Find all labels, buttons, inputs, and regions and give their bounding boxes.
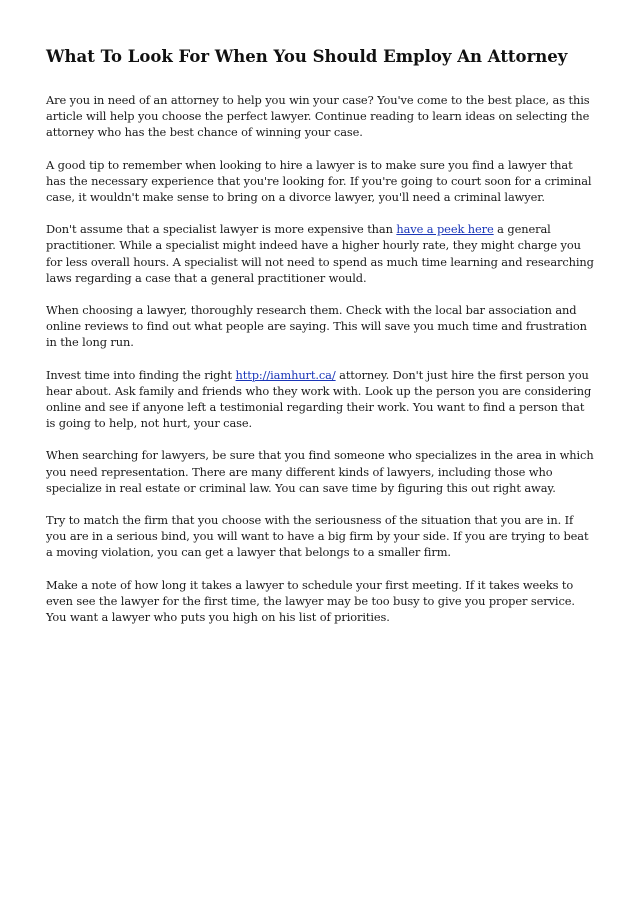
paragraph-text-before-link: Invest time into finding the right xyxy=(46,367,236,382)
paragraph-intro: Are you in need of an attorney to help you win your case? You've come to the best place, as this article will help you choose the perfect lawyer. Continue reading to learn ideas on selecting the attorney who has the best chance of winning your case. xyxy=(46,93,590,140)
paragraph-firm-size: Try to match the firm that you choose with the seriousness of the situation that you are in. If you are in a serious bind, you will want to have a big firm by your side. If you are trying to beat a moving violation, you can get a lawyer that belongs to a smaller firm. xyxy=(46,513,589,560)
document-page xyxy=(46,46,594,641)
paragraph-text-after-link: a general practitioner. While a specialist might indeed have a higher hourly rate, they might charge you for less overall hours. A specialist will not need to spend as much time learning and researching laws regarding a case that a general practitioner would. xyxy=(46,222,594,285)
document-title: What To Look For When You Should Employ An Attorney xyxy=(46,47,568,66)
iamhurt-link[interactable]: http://iamhurt.ca/ xyxy=(235,367,336,382)
paragraph-invest-time xyxy=(46,367,594,432)
paragraph-research-lawyer: When choosing a lawyer, thoroughly research them. Check with the local bar association and online reviews to find out what people are saying. This will save you much time and frustration in the long run. xyxy=(46,303,587,350)
paragraph-text-before-link: Don't assume that a specialist lawyer is more expensive than xyxy=(46,222,397,237)
paragraph-scheduling: Make a note of how long it takes a lawyer to schedule your first meeting. If it takes weeks to even see the lawyer for the first time, the lawyer may be too busy to give you proper service. You want a lawyer who puts you high on his list of priorities. xyxy=(46,577,575,625)
have-a-peek-here-link[interactable]: have a peek here xyxy=(396,222,494,237)
paragraph-specialist-cost xyxy=(46,221,594,286)
paragraph-specialization: When searching for lawyers, be sure that you find someone who specializes in the area in which you need representation. There are many different kinds of lawyers, including those who specialize in real estate or criminal law. You can save time by figuring this out right away. xyxy=(46,448,594,495)
paragraph-text-after-link: attorney. Don't just hire the first person you hear about. Ask family and friends who they work with. Look up the person you are considering online and see if anyone left a testimonial regarding their work. You want to find a person that is going to help, not hurt, your case. xyxy=(46,367,592,431)
paragraph-experience-tip: A good tip to remember when looking to hire a lawyer is to make sure you find a lawyer that has the necessary experience that you're looking for. If you're going to court soon for a criminal case, it wouldn't make sense to bring on a divorce lawyer, you'll need a criminal lawyer. xyxy=(46,157,592,205)
